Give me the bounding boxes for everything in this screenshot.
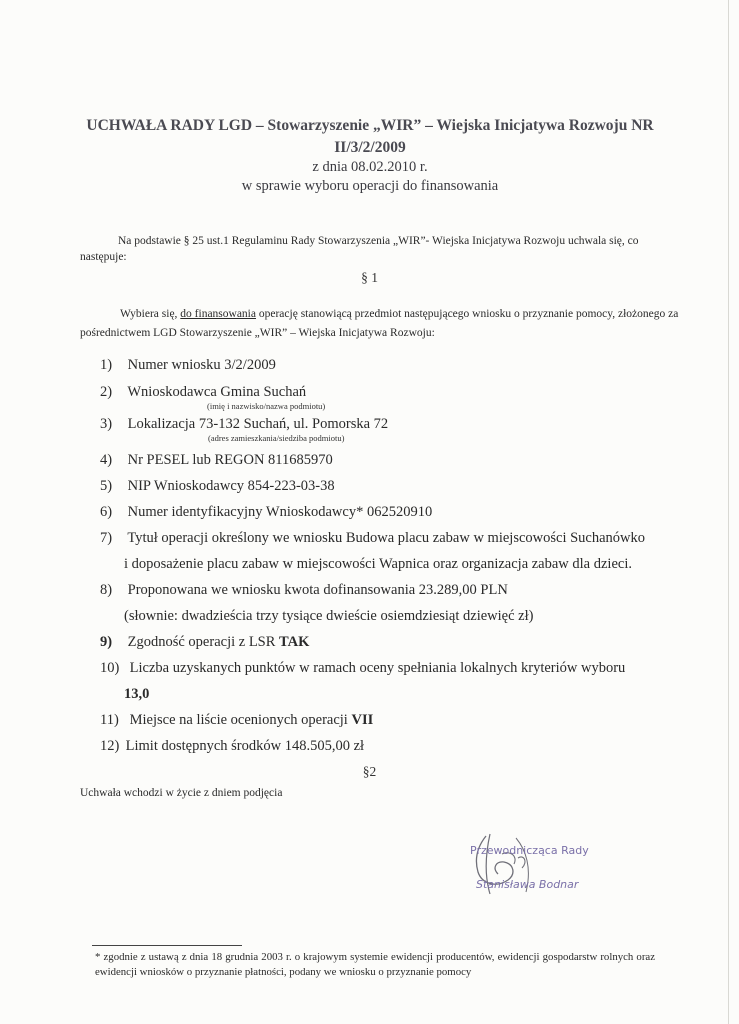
stamp-title: Przewodnicząca Rady	[470, 844, 589, 857]
item-text: Limit dostępnych środków 148.505,00 zł	[125, 738, 365, 754]
item-number: 1)	[100, 357, 113, 373]
decision-underlined: do finansowania	[180, 308, 256, 320]
item-number: 4)	[100, 452, 113, 468]
footnote: * zgodnie z ustawą z dnia 18 grudnia 2003 r. o krajowym systemie ewidencji producentów, ewidencji gospodarstw rolnych oraz ewidencji wniosków o przyznanie płatności, podany we wniosku o przyznanie pomocy	[95, 951, 655, 978]
item-number: 3)	[100, 416, 113, 432]
item-text: Tytuł operacji określony we wniosku Budowa placu zabaw w miejscowości Suchanówko	[127, 530, 646, 546]
list-item	[100, 660, 625, 677]
list-item	[100, 384, 306, 401]
title-line-2: II/3/2/2009	[334, 139, 406, 156]
title-line-1: UCHWAŁA RADY LGD – Stowarzyszenie „WIR” – Wiejska Inicjatywa Rozwoju NR	[86, 117, 654, 134]
resolution-title	[60, 115, 680, 159]
item-value: TAK	[279, 634, 310, 650]
list-item	[100, 634, 309, 651]
item-text: Zgodność operacji z LSR	[127, 634, 276, 650]
item-number: 12)	[100, 738, 120, 754]
item-text: Miejsce na liście ocenionych operacji	[129, 712, 348, 728]
item-value: VII	[351, 712, 374, 728]
item-text: NIP Wnioskodawcy 854-223-03-38	[127, 478, 335, 494]
decision-text	[80, 305, 680, 343]
item-text: Nr PESEL lub REGON 811685970	[127, 452, 333, 468]
item-value: 13,0	[124, 686, 150, 702]
item-number: 9)	[100, 634, 113, 650]
list-item	[100, 712, 373, 729]
list-item	[100, 357, 276, 374]
item-text: Numer identyfikacyjny Wnioskodawcy* 062520910	[127, 504, 433, 520]
chairwoman-stamp	[456, 828, 646, 898]
list-item	[100, 530, 645, 547]
list-item	[100, 416, 388, 433]
paragraph-1-heading: § 1	[361, 270, 378, 285]
effective-clause: Uchwała wchodzi w życie z dniem podjęcia	[80, 787, 283, 799]
item-text: Numer wniosku 3/2/2009	[127, 357, 276, 373]
item-continuation: i doposażenie placu zabaw w miejscowości Wapnica oraz organizacja zabaw dla dzieci.	[124, 556, 632, 572]
legal-basis: Na podstawie § 25 ust.1 Regulaminu Rady Stowarzyszenia „WIR”- Wiejska Inicjatywa Rozwoju uchwala się, co następuje:	[80, 235, 639, 263]
item-number: 2)	[100, 384, 113, 400]
item-note: (imię i nazwisko/nazwa podmiotu)	[207, 401, 326, 411]
item-text: Lokalizacja 73-132 Suchań, ul. Pomorska 72	[127, 416, 389, 432]
decision-post: operację stanowiącą przedmiot następującego wniosku o przyznanie pomocy, złożonego za pośrednictwem LGD Stowarzyszenie „WIR” – Wiejska Inicjatywa Rozwoju:	[80, 308, 679, 339]
paragraph-2-heading: §2	[362, 764, 377, 779]
list-item	[100, 452, 333, 469]
page-edge	[728, 0, 729, 1024]
resolution-date: z dnia 08.02.2010 r.	[312, 159, 428, 175]
list-item	[100, 504, 432, 521]
list-item	[100, 582, 508, 599]
item-note: (adres zamieszkania/siedziba podmiotu)	[208, 433, 345, 443]
item-text: Proponowana we wniosku kwota dofinansowania 23.289,00 PLN	[127, 582, 508, 598]
item-continuation: (słownie: dwadzieścia trzy tysiące dwieście osiemdziesiąt dziewięć zł)	[124, 608, 534, 624]
item-number: 7)	[100, 530, 113, 546]
item-number: 8)	[100, 582, 113, 598]
decision-pre: Wybiera się,	[120, 308, 178, 320]
list-item	[100, 738, 364, 755]
resolution-subject: w sprawie wyboru operacji do finansowania	[241, 178, 499, 194]
item-number: 11)	[100, 712, 119, 728]
item-number: 10)	[100, 660, 120, 676]
list-item	[100, 478, 335, 495]
item-text: Wnioskodawca Gmina Suchań	[127, 384, 307, 400]
item-text: Liczba uzyskanych punktów w ramach oceny spełniania lokalnych kryteriów wyboru	[129, 660, 626, 676]
stamp-name: Stanisława Bodnar	[476, 878, 579, 891]
item-number: 6)	[100, 504, 113, 520]
item-number: 5)	[100, 478, 113, 494]
footnote-divider	[92, 945, 242, 946]
